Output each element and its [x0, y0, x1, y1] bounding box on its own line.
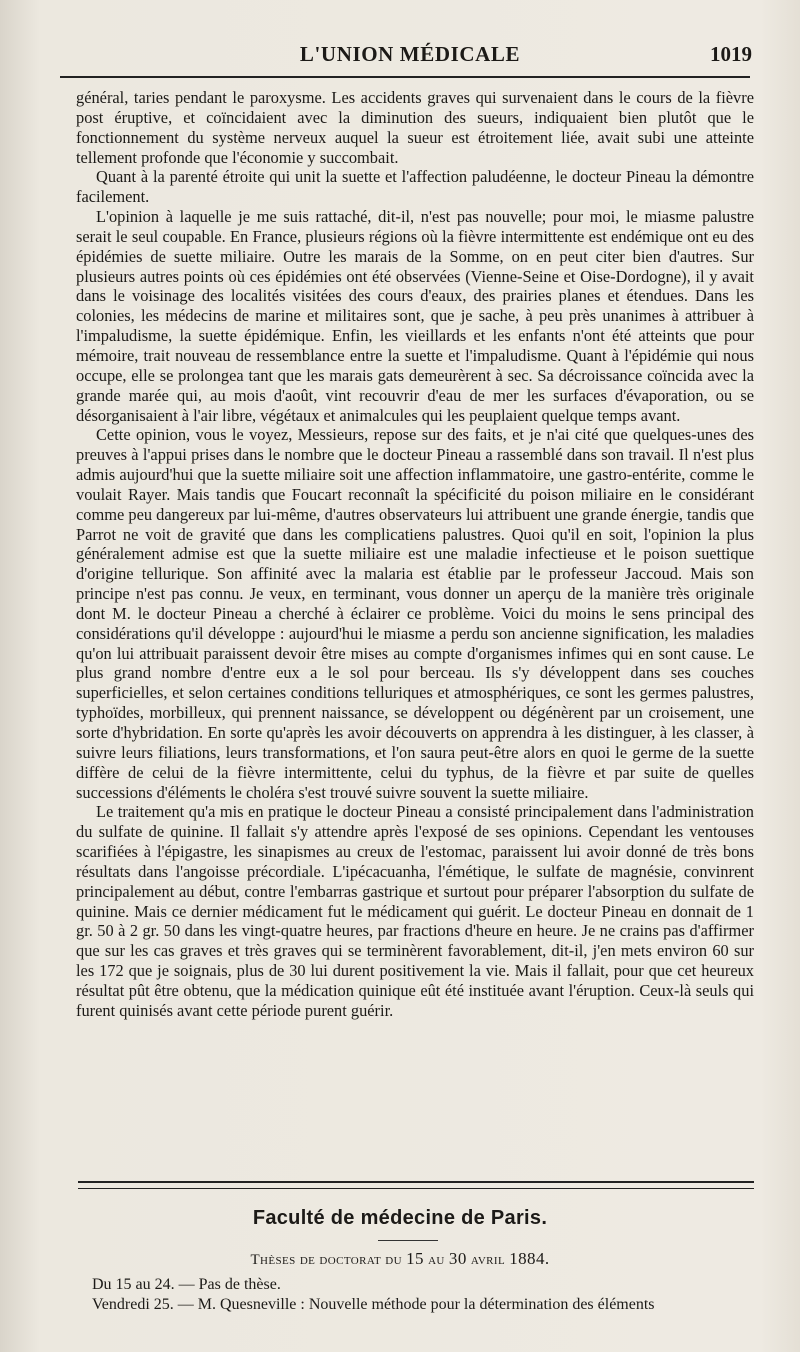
theses-schedule: [92, 1275, 760, 1315]
header-rule: [60, 76, 750, 78]
paragraph: général, taries pendant le paroxysme. Les accidents graves qui survenaient dans le cours de la fièvre post éruptive, et coïncidaient avec la diminution des sueurs, indiquaient bien plutôt que le fonctionnement du système nerveux auquel la sueur est étroitement liée, avait subi une atteinte tellement profonde que l'économie y succombait.: [76, 88, 754, 167]
theses-month: avril: [470, 1252, 506, 1268]
theses-prefix: Thèses de doctorat du: [250, 1252, 402, 1268]
page-header: [60, 38, 760, 78]
theses-year: 1884.: [509, 1249, 550, 1268]
paragraph: L'opinion à laquelle je me suis rattaché, dit-il, n'est pas nouvelle; pour moi, le miasme palustre serait le seul coupable. En France, plusieurs régions où la fièvre intermittente est endémique ont eu des épidémies de suette miliaire. Outre les marais de la Somme, on en peut citer bien d'autres. Sur plusieurs autres points où ces épidémies ont été observées (Vienne-Seine et Oise-Dordogne), il y avait dans le voisinage des localités visitées des cours d'eaux, des prairies planes et étendues. Dans les colonies, les médecins de marine et militaires sont, que je sache, à peu près unanimes à attribuer à l'impaludisme, la suette épidémique. Enfin, les vieillards et les enfants n'ont été atteints que pour mémoire, trait nouveau de ressemblance entre la suette et l'impaludisme. Quant à l'épidémie qui nous occupe, elle se prolongea tant que les marais gats demeurèrent à sec. Sa décroissance coïncida avec la grande marée qui, au mois d'août, vint recouvrir d'eau de mer les surfaces d'évaporation, ou se désorganisaient à l'air libre, végétaux et animalcules qui les peuplaient quelque temps avant.: [76, 207, 754, 425]
section-divider: [78, 1181, 754, 1189]
schedule-entry: Du 15 au 24. — Pas de thèse.: [92, 1276, 281, 1293]
title-underline: [378, 1240, 438, 1241]
paragraph: Le traitement qu'a mis en pratique le docteur Pineau a consisté principalement dans l'administration du sulfate de quinine. Il fallait s'y attendre après l'exposé de ses opinions. Cependant les ventouses scarifiées à l'épigastre, les sinapismes au creux de l'estomac, paraissent lui avoir donné de très bons résultats dans l'angoisse précordiale. L'ipécacuanha, l'émétique, le sulfate de magnésie, convinrent principalement au début, contre l'embarras gastrique et surtout pour préparer l'absorption du sulfate de quinine. Mais ce dernier médicament fut le médicament qui guérit. Le docteur Pineau en donnait de 1 gr. 50 à 2 gr. 50 dans les vingt-quatre heures, par fractions d'heure en heure. Je ne crains pas d'affirmer que sur les cas graves et très graves qui se terminèrent favorablement, dit-il, j'en mets environ 60 sur les 172 que je soignais, plus de 30 lui durent positivement la vie. Mais il fallait, pour que cet heureux résultat pût être obtenu, que la médication quinique eût été instituée avant l'éruption. Ceux-là seuls qui furent quinisés avant cette période purent guérir.: [76, 802, 754, 1020]
schedule-entry: Vendredi 25. — M. Quesneville : Nouvelle méthode pour la détermination des éléments: [92, 1296, 655, 1313]
theses-date-end: 30: [448, 1249, 467, 1268]
section-title: Faculté de médecine de Paris.: [252, 1207, 548, 1229]
running-title: L'UNION MÉDICALE: [299, 42, 521, 66]
theses-mid: au: [428, 1252, 445, 1268]
paragraph: Quant à la parenté étroite qui unit la suette et l'affection paludéenne, le docteur Pineau la démontre facilement.: [76, 167, 754, 207]
paragraph: Cette opinion, vous le voyez, Messieurs, repose sur des faits, et je n'ai cité que quelques-unes des preuves à l'appui prises dans le nombre que le docteur Pineau a rassemblé dans son travail. Il n'est plus admis aujourd'hui que la suette miliaire soit une affection inflammatoire, une gastro-entérite, comme le voulait Rayer. Mais tandis que Foucart reconnaît la spécificité du poison miliaire en le considérant comme peu dangereux par lui-même, d'autres observateurs lui attribuent une grande énergie, tandis que Parrot ne voit de gravité que dans les complicatiens palustres. Quoi qu'il en soit, l'opinion la plus généralement admise est que la suette miliaire est une maladie infectieuse et le poison suettique d'origine tellurique. Son affinité avec la malaria est établie par le professeur Jaccoud. Mais son principe n'est pas connu. Je veux, en terminant, vous donner un aperçu de la manière très originale dont M. le docteur Pineau a cherché à éclairer ce problème. Voici du moins le sens principal des considérations qu'il développe : aujourd'hui le miasme a perdu son ancienne signification, les maladies qu'on lui attribuait paraissent devoir être mises au compte d'organismes infimes qui en sont cause. Le plus grand nombre d'entre eux a le sol pour berceau. Ils s'y développent dans ses couches superficielles, et selon certaines conditions telluriques et atmosphériques, ce sont les germes palustres, typhoïdes, morbilleux, qui prennent naissance, se développent ou dégénèrent par un croisement, une sorte d'hybridation. En sorte qu'après les avoir découverts on apprendra à les distinguer, à les classer, à suivre leurs filiations, leurs transformations, et l'on saura peut-être alors en quoi le germe de la suette diffère de celui de la fièvre intermittente, celui du typhus, de la fièvre et par suite de quelles successions d'éléments le choléra s'est trouvé suivre souvent la suette miliaire.: [76, 425, 754, 802]
theses-heading: [0, 1249, 800, 1269]
theses-date-start: 15: [406, 1249, 424, 1268]
article-body: [76, 88, 754, 1021]
page-number: 1019: [710, 42, 752, 66]
